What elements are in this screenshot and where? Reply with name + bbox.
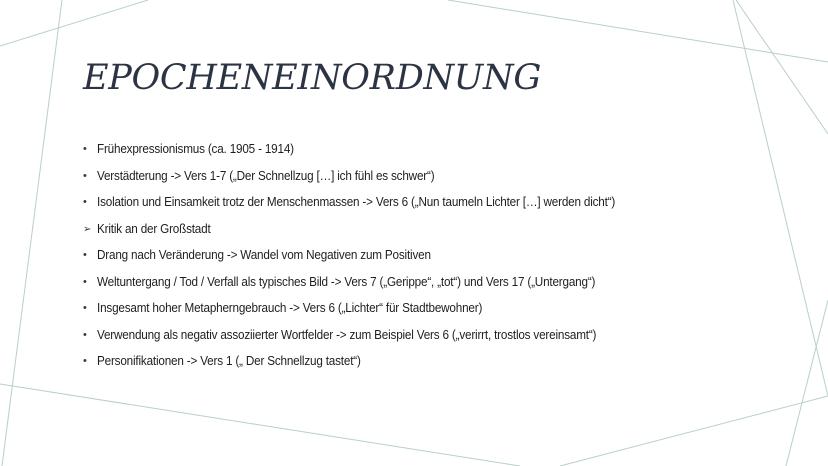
bullet-item bbox=[83, 353, 654, 380]
deco-line-bottom-left bbox=[0, 384, 520, 466]
bullet-item bbox=[83, 327, 654, 354]
bullet-text: Insgesamt hoher Metapherngebrauch -> Vers 6 („Lichter“ für Stadtbewohner) bbox=[97, 301, 483, 315]
bullet-item bbox=[83, 194, 654, 221]
bullet-dot-icon: • bbox=[83, 249, 87, 261]
bullet-item bbox=[83, 300, 654, 327]
bullet-dot-icon: • bbox=[83, 143, 87, 155]
bullet-text: Kritik an der Großstadt bbox=[97, 221, 211, 236]
deco-line-bottom-right-vertical bbox=[786, 300, 828, 466]
bullet-item bbox=[83, 274, 654, 301]
bullet-dot-icon: • bbox=[83, 275, 87, 288]
deco-line-top-left-vertical bbox=[2, 0, 62, 466]
deco-line-bottom-right bbox=[560, 396, 828, 466]
bullet-dot-icon: • bbox=[83, 302, 87, 314]
bullet-item bbox=[83, 221, 654, 248]
bullet-arrow-icon: ➢ bbox=[83, 223, 92, 235]
bullet-text: Personifikationen -> Vers 1 („ Der Schnellzug tastet“) bbox=[97, 354, 361, 368]
bullet-text: Verwendung als negativ assoziierter Wortfelder -> zum Beispiel Vers 6 („verirrt, trostlos vereinsamt“) bbox=[97, 327, 597, 342]
bullet-text: Verstädterung -> Vers 1-7 („Der Schnellzug […] ich fühl es schwer“) bbox=[97, 168, 435, 183]
bullet-dot-icon: • bbox=[83, 328, 87, 341]
bullet-text: Frühexpressionismus (ca. 1905 - 1914) bbox=[97, 142, 294, 156]
bullet-dot-icon: • bbox=[83, 169, 87, 182]
bullet-dot-icon: • bbox=[83, 196, 87, 208]
slide-title: EPOCHENEINORDNUNG bbox=[83, 58, 541, 98]
bullet-text: Isolation und Einsamkeit trotz der Menschenmassen -> Vers 6 („Nun taumeln Lichter […] werden dicht“) bbox=[97, 195, 616, 209]
bullet-item bbox=[83, 247, 654, 274]
bullet-item bbox=[83, 168, 654, 195]
bullet-list bbox=[83, 141, 654, 380]
bullet-text: Weltuntergang / Tod / Verfall als typisches Bild -> Vers 7 („Gerippe“, „tot“) und Vers 17 („Untergang“) bbox=[97, 274, 596, 289]
deco-line-top-left bbox=[0, 0, 148, 46]
bullet-text: Drang nach Veränderung -> Wandel vom Negativen zum Positiven bbox=[97, 248, 431, 262]
bullet-item bbox=[83, 141, 654, 168]
deco-line-top-right bbox=[448, 0, 828, 62]
bullet-dot-icon: • bbox=[83, 355, 87, 367]
deco-line-right-diagonal bbox=[736, 0, 828, 134]
